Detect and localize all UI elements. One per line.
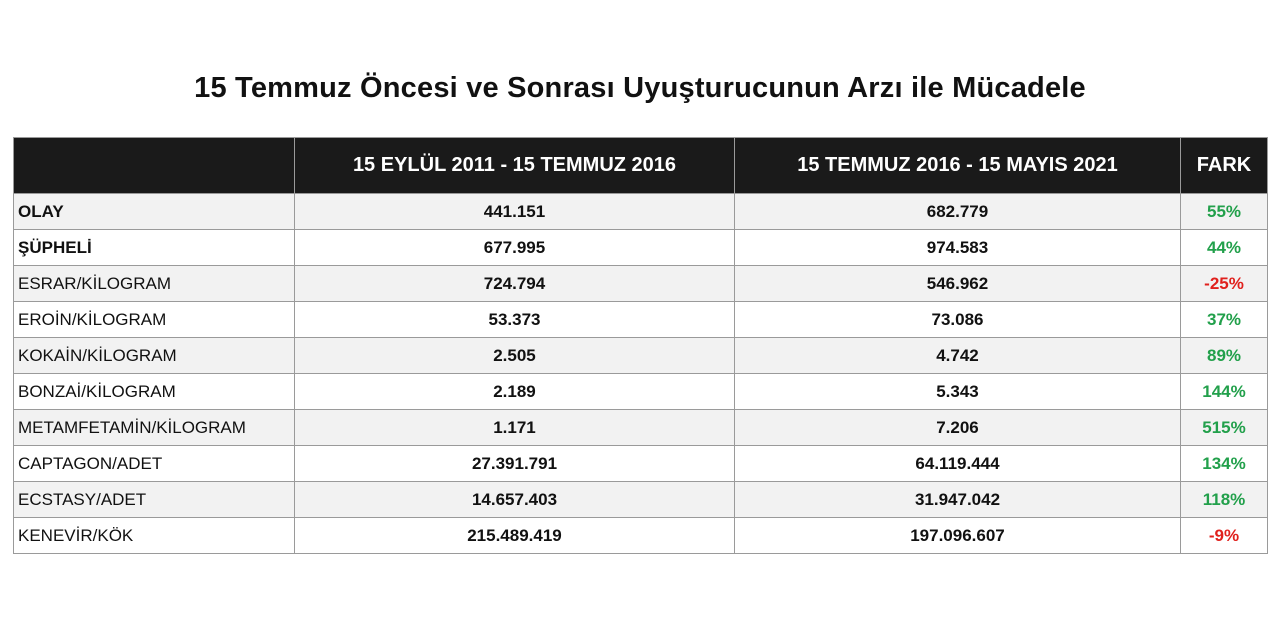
value-diff: -25% bbox=[1181, 266, 1268, 302]
value-before: 14.657.403 bbox=[295, 482, 735, 518]
value-diff: 55% bbox=[1181, 194, 1268, 230]
row-label: CAPTAGON/ADET bbox=[14, 446, 295, 482]
value-after: 974.583 bbox=[735, 230, 1181, 266]
table-row bbox=[14, 266, 1268, 302]
value-diff: 37% bbox=[1181, 302, 1268, 338]
table-row bbox=[14, 374, 1268, 410]
value-diff: 144% bbox=[1181, 374, 1268, 410]
row-label: EROİN/KİLOGRAM bbox=[14, 302, 295, 338]
value-before: 53.373 bbox=[295, 302, 735, 338]
value-before: 677.995 bbox=[295, 230, 735, 266]
value-before: 441.151 bbox=[295, 194, 735, 230]
table-row bbox=[14, 338, 1268, 374]
table-row bbox=[14, 302, 1268, 338]
value-diff: 89% bbox=[1181, 338, 1268, 374]
row-label: ESRAR/KİLOGRAM bbox=[14, 266, 295, 302]
value-before: 27.391.791 bbox=[295, 446, 735, 482]
value-diff: 134% bbox=[1181, 446, 1268, 482]
chart-title: 15 Temmuz Öncesi ve Sonrası Uyuşturucunun Arzı ile Mücadele bbox=[194, 72, 1086, 104]
value-after: 546.962 bbox=[735, 266, 1181, 302]
value-after: 5.343 bbox=[735, 374, 1181, 410]
value-before: 215.489.419 bbox=[295, 518, 735, 554]
row-label: ŞÜPHELİ bbox=[14, 230, 295, 266]
header-cell-before: 15 EYLÜL 2011 - 15 TEMMUZ 2016 bbox=[295, 138, 735, 194]
table-body bbox=[14, 194, 1268, 554]
value-after: 197.096.607 bbox=[735, 518, 1181, 554]
table-row bbox=[14, 482, 1268, 518]
value-after: 64.119.444 bbox=[735, 446, 1181, 482]
value-diff: -9% bbox=[1181, 518, 1268, 554]
row-label: BONZAİ/KİLOGRAM bbox=[14, 374, 295, 410]
value-after: 4.742 bbox=[735, 338, 1181, 374]
value-before: 2.505 bbox=[295, 338, 735, 374]
value-before: 724.794 bbox=[295, 266, 735, 302]
table-row bbox=[14, 446, 1268, 482]
header-cell-label bbox=[14, 138, 295, 194]
value-after: 682.779 bbox=[735, 194, 1181, 230]
value-after: 73.086 bbox=[735, 302, 1181, 338]
value-diff: 118% bbox=[1181, 482, 1268, 518]
value-before: 1.171 bbox=[295, 410, 735, 446]
table-row bbox=[14, 230, 1268, 266]
header-cell-diff: FARK bbox=[1181, 138, 1268, 194]
row-label: KOKAİN/KİLOGRAM bbox=[14, 338, 295, 374]
header-row bbox=[14, 138, 1268, 194]
row-label: KENEVİR/KÖK bbox=[14, 518, 295, 554]
table-row bbox=[14, 410, 1268, 446]
row-label: ECSTASY/ADET bbox=[14, 482, 295, 518]
table-row bbox=[14, 518, 1268, 554]
value-after: 31.947.042 bbox=[735, 482, 1181, 518]
value-diff: 44% bbox=[1181, 230, 1268, 266]
value-after: 7.206 bbox=[735, 410, 1181, 446]
value-diff: 515% bbox=[1181, 410, 1268, 446]
table-row bbox=[14, 194, 1268, 230]
row-label: OLAY bbox=[14, 194, 295, 230]
row-label: METAMFETAMİN/KİLOGRAM bbox=[14, 410, 295, 446]
header-cell-after: 15 TEMMUZ 2016 - 15 MAYIS 2021 bbox=[735, 138, 1181, 194]
data-table bbox=[13, 137, 1268, 554]
value-before: 2.189 bbox=[295, 374, 735, 410]
